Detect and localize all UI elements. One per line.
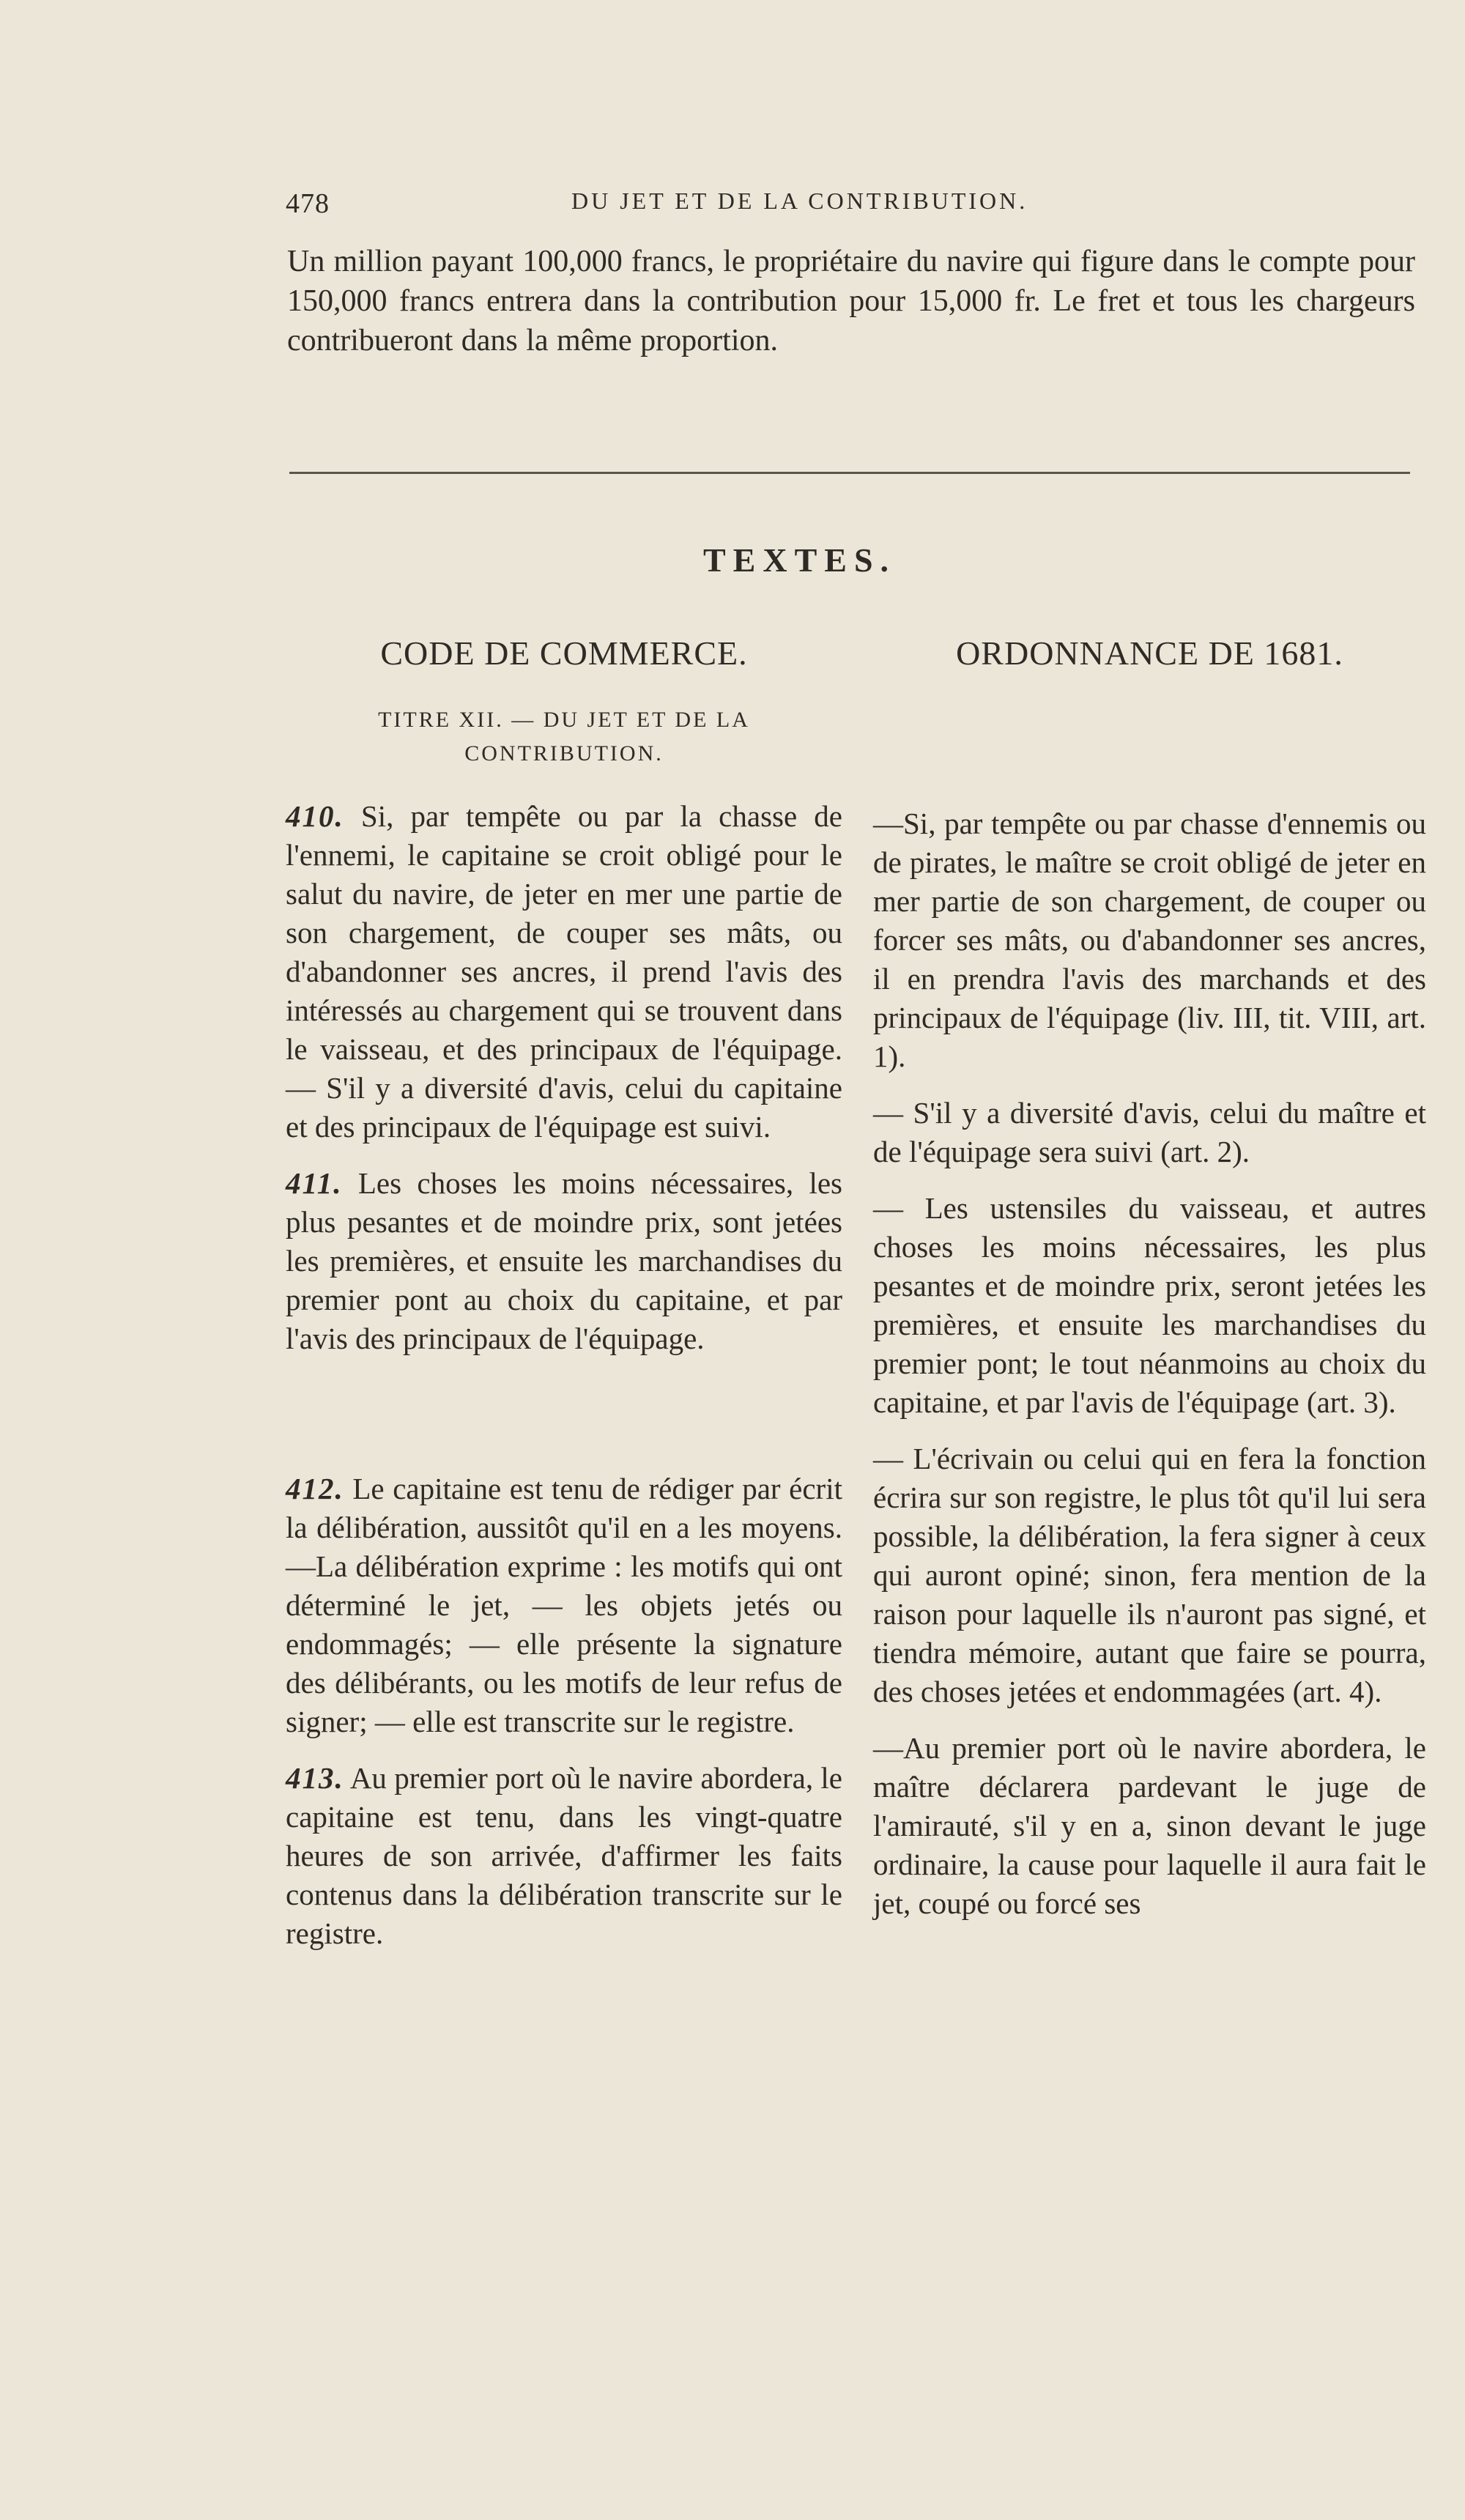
page-number: 478 xyxy=(286,188,330,219)
spacer xyxy=(286,771,842,797)
article-text: Les choses les moins nécessaires, les plus pesantes et de moindre prix, sont jetées les premières, et ensuite les marchandises du premier pont au choix du capitaine, et par l'avis des principaux de l'équipage. xyxy=(286,1166,843,1355)
article-413 xyxy=(286,1759,842,1953)
section-divider xyxy=(289,472,1410,474)
ordonnance-paragraph: — L'écrivain ou celui qui en fera la fonction écrira sur son registre, le plus tôt qu'il lui sera possible, la délibération, la fera signer à ceux qui auront opiné; sinon, fera mention de la raison pour laquelle ils n'auront pas signé, et tiendra mémoire, autant que faire se pourra, des choses jetées et endommagées (art. 4). xyxy=(873,1442,1426,1708)
ordonnance-paragraph: —Au premier port où le navire abordera, le maître déclarera pardevant le juge de l'amirauté, s'il y en a, sinon devant le juge ordinaire, la cause pour laquelle il aura fait le jet, coupé ou forcé ses xyxy=(873,1731,1426,1920)
section-title: TEXTES. xyxy=(703,541,897,579)
article-text: Au premier port où le navire abordera, le capitaine est tenu, dans les vingt-quatre heures de son arrivée, d'affirmer les faits contenus dans la délibération transcrite sur le registre. xyxy=(286,1761,842,1950)
article-410 xyxy=(286,797,842,1146)
right-column-ordonnance xyxy=(873,631,1426,1941)
ordonnance-paragraph: — Les ustensiles du vaisseau, et autres choses les moins nécessaires, les plus pesantes et de moindre prix, seront jetées les premières, et ensuite les marchandises du premier pont; le tout néanmoins au choix du capitaine, et par l'avis de l'équipage (art. 3). xyxy=(873,1191,1426,1419)
intro-paragraph: Un million payant 100,000 francs, le propriétaire du navire qui figure dans le compte pour 150,000 francs entrera dans la contribution pour 15,000 fr. Le fret et tous les chargeurs contribueront dans la même proportion. xyxy=(287,245,1415,357)
article-text: Le capitaine est tenu de rédiger par écrit la délibération, aussitôt qu'il en a les moyens.—La délibération exprime : les motifs qui ont déterminé le jet, — les objets jetés ou endommagés; — elle présente la signature des délibérants, ou les motifs de leur refus de signer; — elle est transcrite sur le registre. xyxy=(286,1472,842,1738)
article-text: Si, par tempête ou par la chasse de l'ennemi, le capitaine se croit obligé pour le salut du navire, de jeter en mer une partie de son chargement, de couper ses mâts, ou d'abandonner ses ancres, il prend l'avis des intéressés au chargement qui se trouvent dans le vaisseau, et des principaux de l'équipage. — S'il y a diversité d'avis, celui du capitaine et des principaux de l'équipage est suivi. xyxy=(286,799,843,1144)
right-column-title: ORDONNANCE DE 1681. xyxy=(956,634,1343,672)
spacer xyxy=(286,1376,842,1470)
titre-heading: TITRE XII. — DU JET ET DE LA CONTRIBUTION. xyxy=(378,708,750,766)
article-412 xyxy=(286,1470,842,1741)
article-number: 412. xyxy=(286,1472,344,1505)
article-number: 413. xyxy=(286,1761,344,1795)
left-column-code-de-commerce xyxy=(286,631,842,1971)
article-411 xyxy=(286,1164,842,1358)
spacer xyxy=(873,675,1426,804)
page-header xyxy=(286,188,1414,224)
article-number: 411. xyxy=(286,1166,343,1200)
article-number: 410. xyxy=(286,799,344,833)
ordonnance-paragraph: —Si, par tempête ou par chasse d'ennemis ou de pirates, le maître se croit obligé de jeter en mer partie de son chargement, de couper ou forcer ses mâts, ou d'abandonner ses ancres, il en prendra l'avis des marchands et des principaux de l'équipage (liv. III, tit. VIII, art. 1). xyxy=(873,807,1426,1073)
running-head: DU JET ET DE LA CONTRIBUTION. xyxy=(571,188,1028,214)
ordonnance-paragraph: — S'il y a diversité d'avis, celui du maître et de l'équipage sera suivi (art. 2). xyxy=(873,1096,1426,1168)
left-column-title: CODE DE COMMERCE. xyxy=(380,634,748,672)
